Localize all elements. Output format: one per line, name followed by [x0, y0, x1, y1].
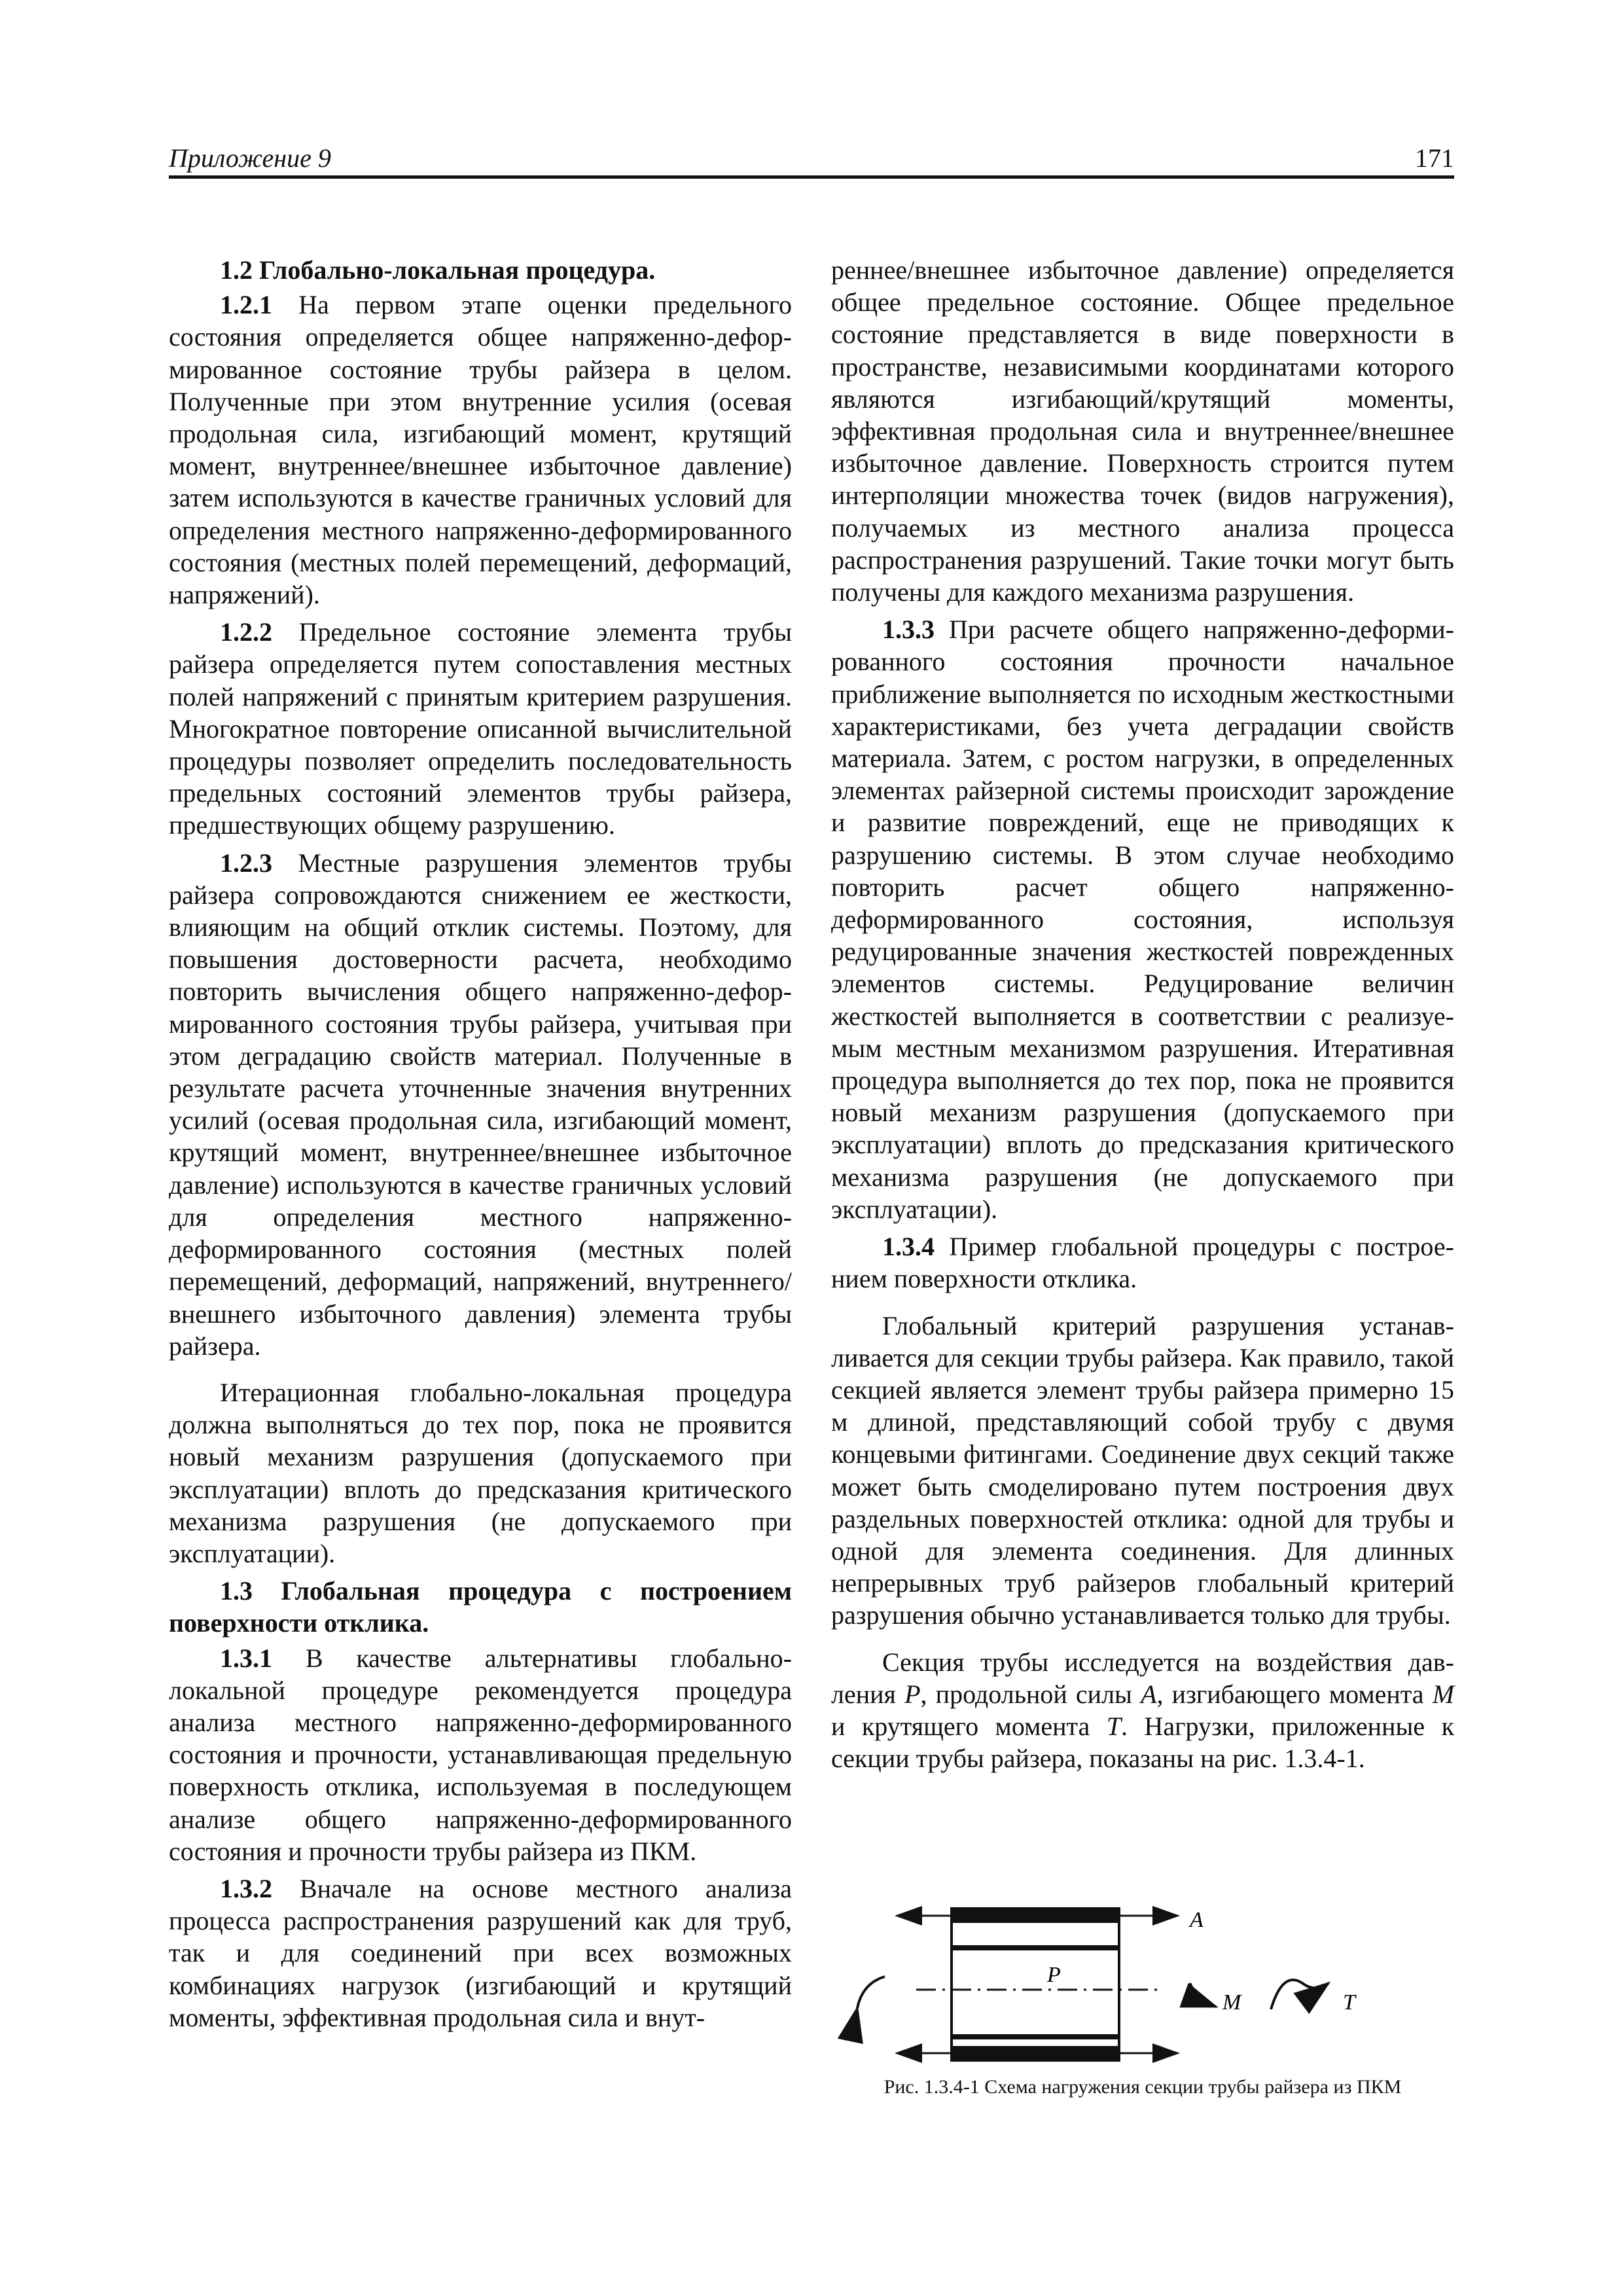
paragraph-text: Пример глобальной процедуры с построением поверхности отклика. [831, 1232, 1454, 1294]
paragraph-1-2-2 [169, 616, 792, 841]
pipe-wall-top-inner [952, 1945, 1119, 1950]
paragraph-1-3-4 [831, 1230, 1454, 1295]
clause-number: 1.3.1 [220, 1643, 272, 1673]
symbol-m: M [1432, 1679, 1455, 1709]
heading-1-2: 1.2 Глобально-локальная процедура. [220, 255, 656, 285]
pipe-wall-bottom-inner [952, 2034, 1119, 2039]
text-run: . Нагрузки, приложенные к секции трубы райзера, показаны на рис. 1.3.4-1. [831, 1711, 1455, 1774]
figure-loading-scheme [831, 1885, 1454, 2081]
paragraph-text: На первом этапе оценки предельного состояния определяется общее напряженно-деформированное состояние трубы райзера в целом. Полученные при этом внутренние усилия (осевая продольная сила, изгибающий момент, крутящий момент, внутреннее/внешнее избыточное давление) затем используются в качестве граничных условий для определения местного напряженно-деформированного состояния (местных полей перемещений, деформаций, напряжений). [169, 290, 793, 610]
right-column [831, 254, 1454, 1780]
clause-number: 1.2.2 [220, 617, 272, 647]
paragraph-iteration: Итерационная глобально-локальная процедура должна выполняться до тех пор, пока не проявится новый механизм разрушения (допускаемого при эксплуатации) вплоть до предсказания критического механизма разрушения (не допускаемого при эксплуатации). [169, 1377, 792, 1568]
paragraph-1-2-1 [169, 289, 792, 611]
left-column [169, 254, 792, 2039]
clause-number: 1.2.1 [220, 290, 272, 320]
moment-m-arc-right [1190, 1983, 1216, 2007]
torque-t-symbol [1271, 1980, 1329, 2009]
pipe-wall-top [952, 1909, 1119, 1923]
paragraph-text: Предельное состояние элемента трубы райзера определяется путем сопоставления местных полей напряжений с принятым критерием разрушения. Многократное повторение описанной вычислительной процедуры позволяет определить последовательность предельных состояний элементов трубы райзера, предшествующих общему разрушению. [169, 617, 793, 840]
label-a: A [1190, 1908, 1204, 1932]
figure-caption: Рис. 1.3.4-1 Схема нагружения секции трубы райзера из ПКМ [883, 2076, 1402, 2098]
label-t: T [1343, 1990, 1355, 2015]
running-title: Приложение 9 [169, 143, 331, 173]
text-run: Секция трубы исследуется на воздействия давления [831, 1647, 1454, 1709]
paragraph-continued: реннее/внешнее избыточное давление) определяется общее предельное состояние. Общее предельное состояние представляется в виде поверхности в пространстве, независимыми координатами которого являются изгибающий/крутящий моменты, эффективная продольная сила и внутреннее/внешнее избыточное давление. Поверхность строится путем интерполяции множества точек (видов нагружения), получаемых из местного анализа процесса распространения разрушений. Такие точки могут быть получены для каждого механизма разрушения. [831, 255, 1454, 607]
symbol-a: A [1141, 1679, 1157, 1709]
pipe-wall-bottom [952, 2046, 1119, 2060]
text-run: , продольной силы [920, 1679, 1132, 1709]
paragraph-1-3-2 [169, 1873, 792, 2034]
clause-number: 1.3.3 [882, 615, 935, 645]
paragraph-1-3-1 [169, 1642, 792, 1867]
moment-m-arc-left [857, 1977, 885, 2008]
heading-1-3: 1.3 Глобальная процедура с построением поверхности отклика. [169, 1576, 792, 1638]
paragraph-text: При расчете общего напряженно-деформированного состояния прочности начальное приближение выполняется по исходным жесткостными характеристиками, без учета деградации свойств материала. Затем, с ростом нагрузки, в определенных элементах райзерной системы происходит зарождение и развитие повреждений, еще не приводящих к разрушению системы. В этом случае необходимо повторить расчет общего напряженно-деформированного состояния, используя редуцированные значения жесткостей поврежденных элементов системы. Редуцирование величин жесткостей выполняется в соответствии с реализуемым местным механизмом разрушения. Итеративная процедура выполняется до тех пор, пока не проявится новый механизм разрушения (допускаемого при эксплуатации) вплоть до предсказания критического механизма разрушения (не допускаемого при эксплуатации). [831, 615, 1454, 1224]
symbol-p: P [904, 1679, 921, 1709]
clause-number: 1.3.2 [220, 1873, 272, 1903]
paragraph-1-3-3 [831, 613, 1454, 1225]
text-run: , изгибающего момента [1156, 1679, 1424, 1709]
paragraph-text: Местные разрушения элементов трубы райзера сопровождаются снижением ее жесткости, влияющим на общий отклик системы. Поэтому, для повышения достоверности расчета, необходимо повторить вычисления общего напряженно-деформированного состояния трубы райзера, учитывая при этом деградацию свойств материал. Полученные в результате расчета уточненные значения внутренних усилий (осевая продольная сила, изгибающий момент, крутящий момент, внутреннее/внешнее избыточное давление) используются в качестве граничных условий для определения местного напряженно-деформированного состояния (местных полей перемещений, деформаций, напряжений, внутреннего/внешнего избыточного давления) элемента трубы райзера. [169, 848, 793, 1361]
label-m: M [1222, 1990, 1241, 2015]
loading-scheme-diagram [831, 1885, 1454, 2081]
paragraph-text: В качестве альтернативы глобально-локальной процедуре рекомендуется процедура анализа местного напряженно-деформированного состояния и прочности, устанавливающая предельную поверхность отклика, используемая в последующем анализе общего напряженно-деформированного состояния и прочности трубы райзера из ПКМ. [169, 1643, 792, 1866]
clause-number: 1.3.4 [882, 1232, 935, 1262]
paragraph-global-criterion: Глобальный критерий разрушения устанавливается для секции трубы райзера. Как правило, такой секцией является элемент трубы райзера примерно 15 м длиной, представляющий собой трубу с двумя концевыми фитингами. Соединение двух секций также может быть смоделировано путем построения двух раздельных поверхностей отклика: одной для трубы и одной для элемента соединения. Для длинных непрерывных труб райзеров глобальный критерий разрушения обычно устанавливается только для трубы. [831, 1310, 1454, 1630]
symbol-t: T [1106, 1711, 1121, 1741]
paragraph-section-loads [831, 1646, 1454, 1775]
paragraph-text: Вначале на основе местного анализа процесса распространения разрушений как для труб, так и для соединений при всех возможных комбинациях нагрузок (изгибающий и крутящий моменты, эффективная продольная сила и внут- [169, 1873, 793, 2032]
paragraph-1-2-3 [169, 847, 792, 1362]
text-run: и крутящего момента [831, 1711, 1090, 1741]
page-number: 171 [1415, 143, 1454, 173]
clause-number: 1.2.3 [220, 848, 272, 878]
page-header [169, 143, 1454, 177]
label-p: P [1047, 1963, 1061, 1987]
header-rule [169, 175, 1454, 179]
